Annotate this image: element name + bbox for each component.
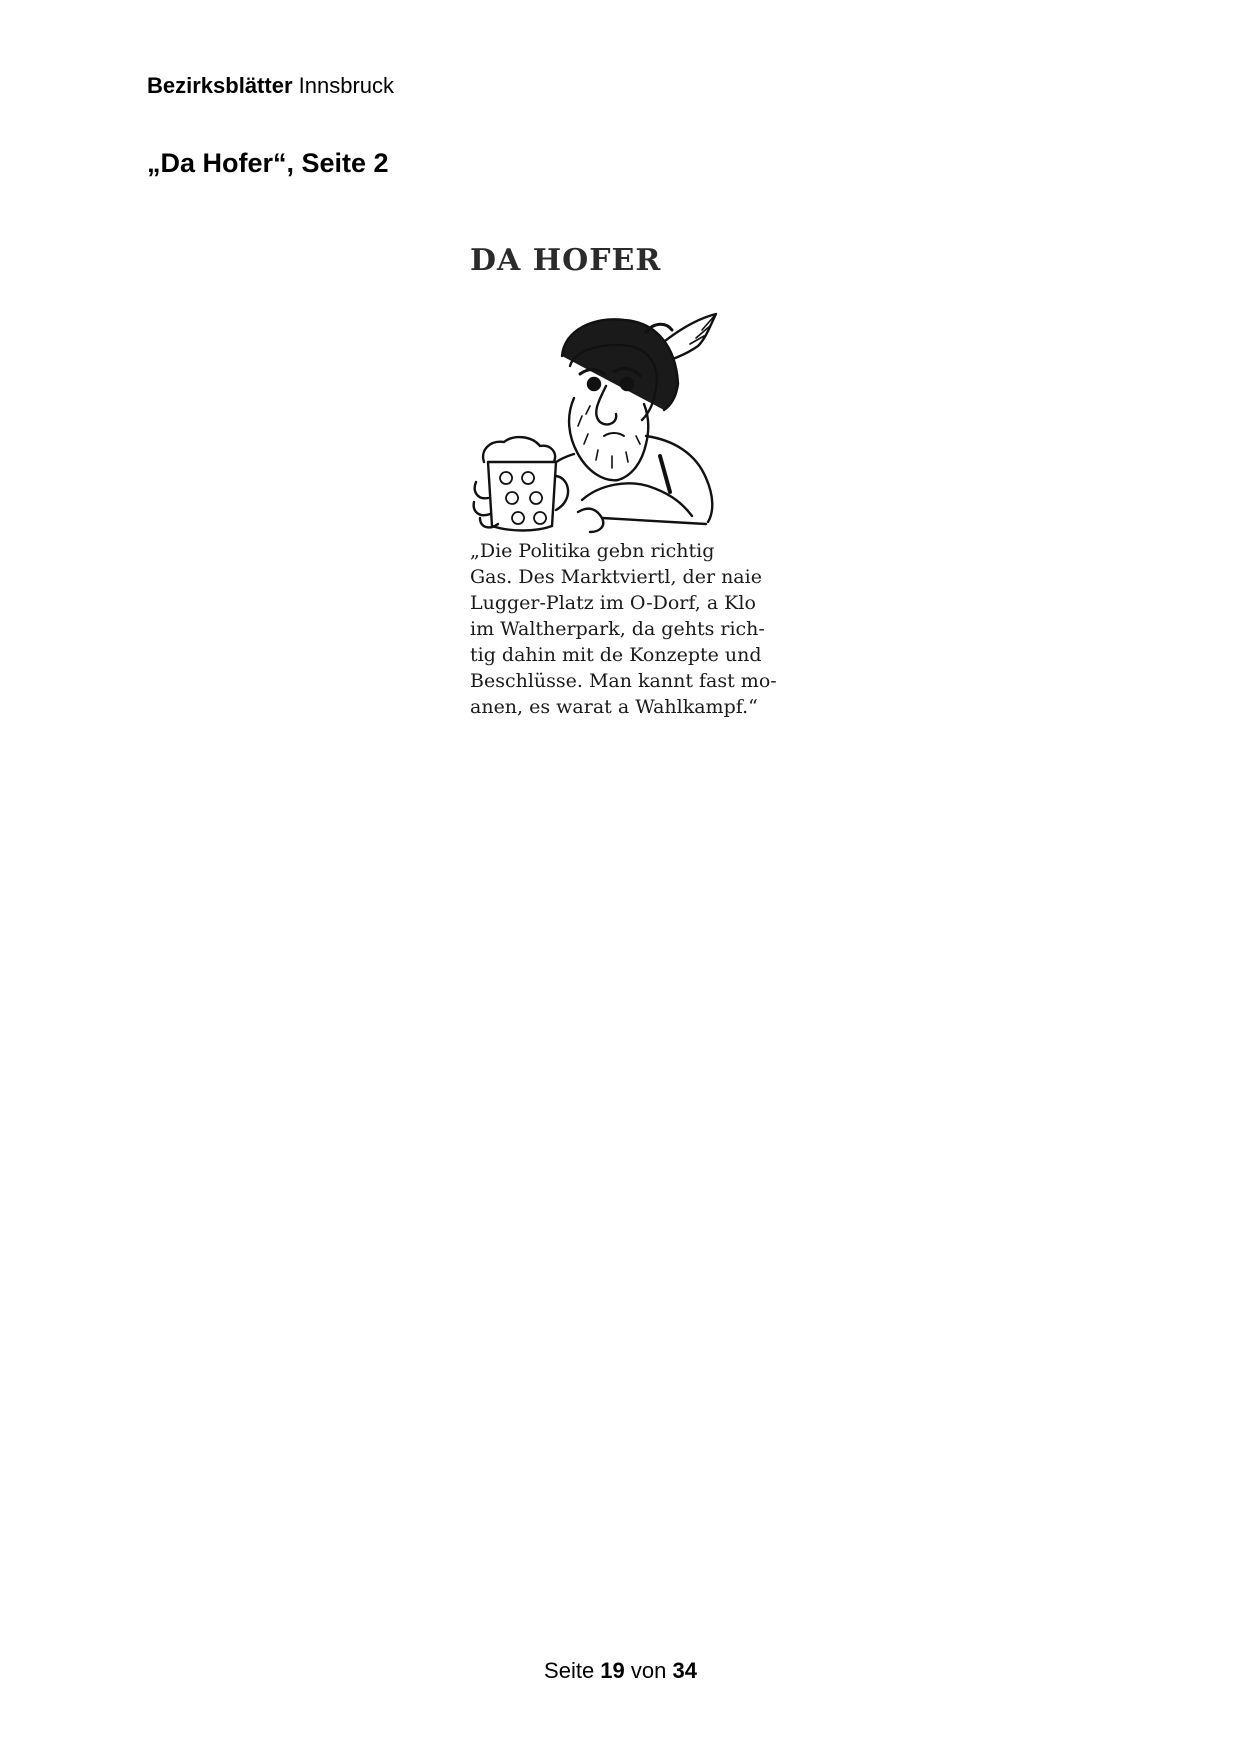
- newspaper-clipping: [470, 238, 790, 720]
- clipping-title: DA HOFER: [470, 243, 662, 278]
- quote-line: im Waltherpark, da gehts rich-: [470, 618, 765, 640]
- clipping-quote: [470, 538, 790, 720]
- publication-name: Bezirksblätter: [147, 73, 293, 98]
- total-pages: 34: [672, 1658, 697, 1683]
- quote-line: Lugger-Platz im O-Dorf, a Klo: [470, 592, 756, 614]
- page-number-middle: von: [624, 1658, 673, 1683]
- page-header: [147, 72, 394, 100]
- quote-line: tig dahin mit de Konzepte und: [470, 644, 762, 666]
- publication-region: Innsbruck: [292, 73, 395, 98]
- quote-line: Beschlüsse. Man kannt fast mo-: [470, 670, 777, 692]
- page-number-prefix: Seite: [544, 1658, 601, 1683]
- quote-line: „Die Politika gebn richtig: [470, 540, 715, 562]
- quote-line: Gas. Des Marktviertl, der naie: [470, 566, 762, 588]
- page-number: [0, 1657, 1241, 1685]
- page-title: „Da Hofer“, Seite 2: [147, 148, 389, 178]
- cartoon-man-with-beer-mug: [470, 286, 760, 534]
- current-page: 19: [600, 1658, 625, 1683]
- quote-line: anen, es warat a Wahlkampf.“: [470, 696, 758, 718]
